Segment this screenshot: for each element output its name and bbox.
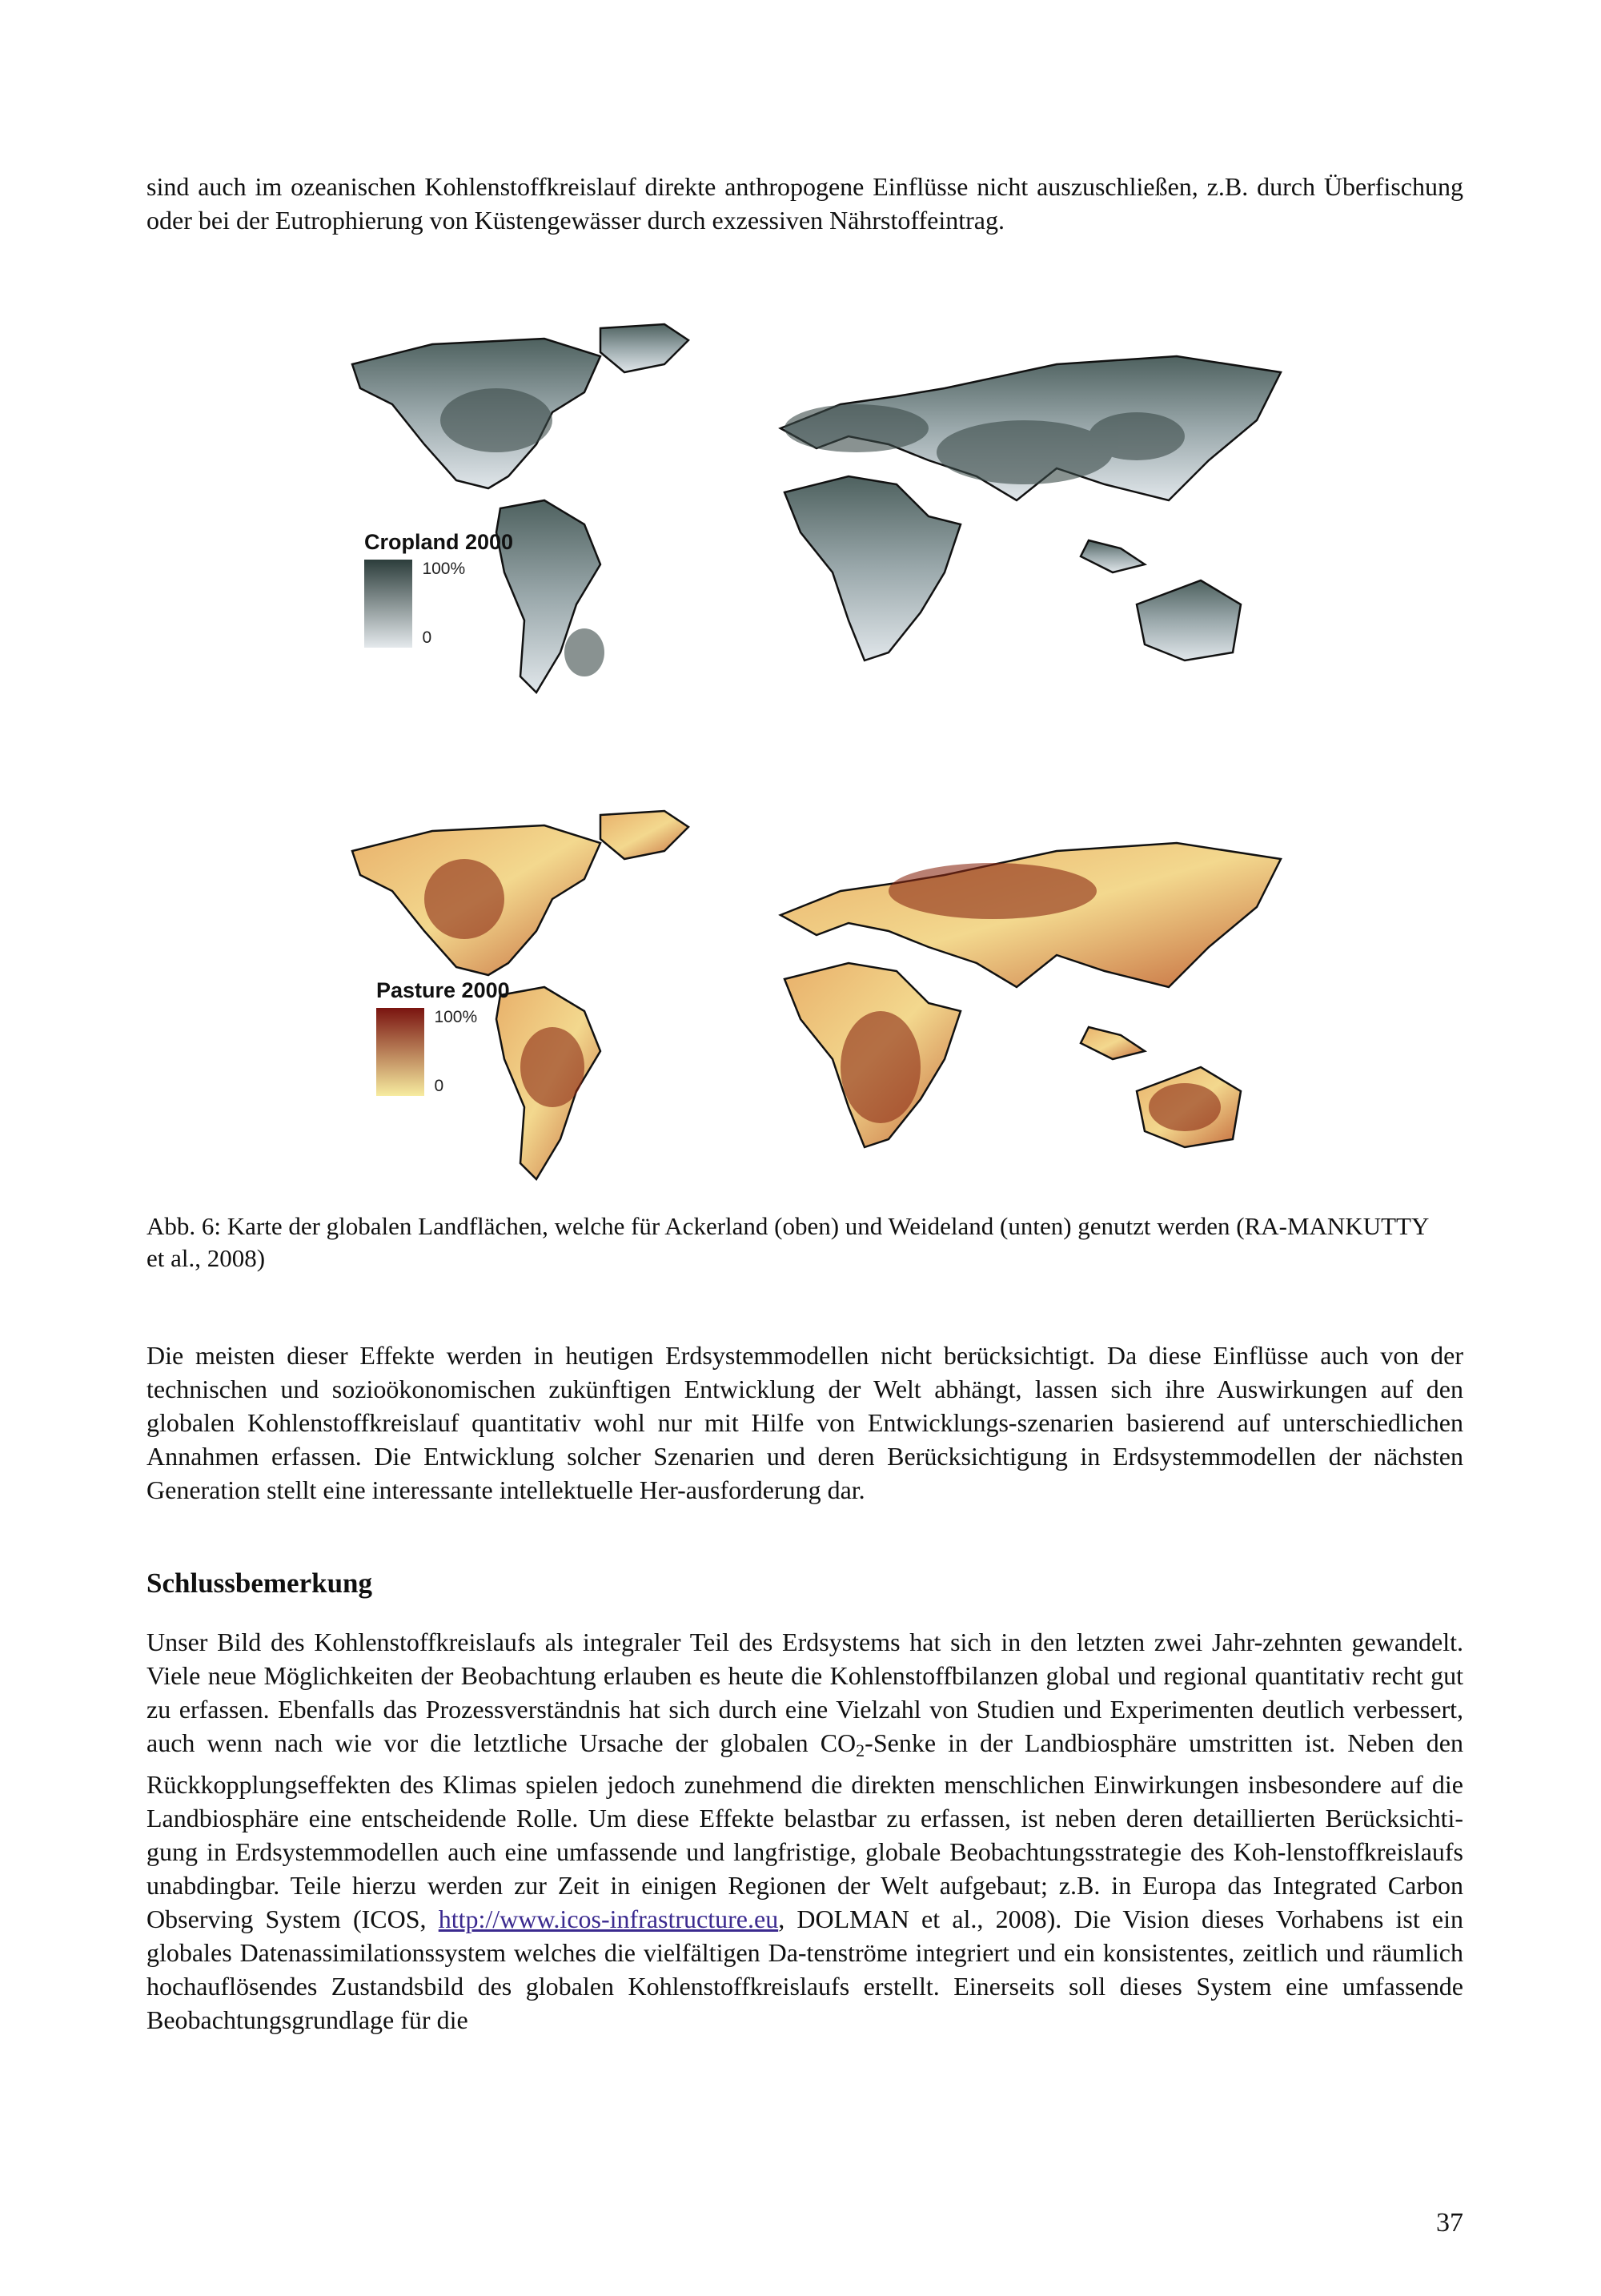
conclusion-text-part-b: -Senke in der Landbiosphäre umstritten ist. Neben den Rückkopplungseffekten des Klimas spielen jedoch zunehmend die direkten menschlichen Einwirkungen insbesondere auf die Landbiosphäre eine entscheidende Rolle. Um diese Effekte belastbar zu erfassen, ist neben deren detaillierten Berücksichti-gung in Erdsystemmodellen auch eine umfassende und langfristige, globale Beobachtungsstrategie des Koh-lenstoffkreislaufs unabdingbar. Teile hierzu werden zur Zeit in einigen Regionen der Welt aufgebaut; z.B. in Europa das Integrated Carbon Observing System (ICOS, <box>146 1728 1464 1933</box>
cropland-scale-ticks <box>415 560 479 648</box>
pasture-scale-ticks <box>427 1008 492 1096</box>
pasture-legend <box>376 978 510 1096</box>
cropland-legend-title: Cropland 2000 <box>364 530 514 554</box>
cropland-legend <box>364 530 513 648</box>
cropland-min-label: 0 <box>422 628 432 647</box>
conclusion-text-part-a: Unser Bild des Kohlenstoffkreislaufs als integraler Teil des Erdsystems hat sich in den letzten zwei Jahr-zehnten gewandelt. Viele neue Möglichkeiten der Beobachtung erlauben es heute die Kohlenstoffbilanzen global und regional quantitativ recht gut zu erfassen. Ebenfalls das Prozessverständnis hat sich durch eine Vielzahl von Studien und Experimenten deutlich verbessert, auch wenn nach wie vor die letztliche Ursache der globalen CO <box>146 1628 1463 1757</box>
pasture-legend-title: Pasture 2000 <box>376 978 510 1002</box>
pasture-max-label: 100% <box>434 1008 478 1026</box>
conclusion-text-part-c: , DOLMAN et al., 2008). Die Vision dieses Vorhabens ist ein globales Datenassimilationssystem welches die vielfältigen Da-tenströme integriert und ein konsistentes, zeitlich und räumlich hochauflösendes Zustandsbild des globalen Kohlenstoffkreislaufs erstellt. Einerseits soll dieses System eine umfassende Beobachtungsgrundlage für die <box>146 1905 1463 2034</box>
intro-paragraph: sind auch im ozeanischen Kohlenstoffkreislauf direkte anthropogene Einflüsse nicht auszuschließen, z.B. durch Überfischung oder bei der Eutrophierung von Küstengewässer durch exzessiven Nährstoffeintrag. <box>146 172 1463 235</box>
pasture-color-scale <box>376 1008 424 1096</box>
paragraph-conclusion <box>146 1625 1463 2037</box>
paragraph-effects: Die meisten dieser Effekte werden in heutigen Erdsystemmodellen nicht berücksichtigt. Da diese Einflüsse auch von der technischen und sozioökonomischen zukünftigen Entwicklung der Welt abhängt, lassen sich ihre Auswirkungen auf den globalen Kohlenstoffkreislauf quantitativ wohl nur mit Hilfe von Entwicklungs-szenarien basierend auf unterschiedlichen Annahmen erfassen. Die Entwicklung solcher Szenarien und deren Berücksichtigung in Erdsystemmodellen der nächsten Generation stellt eine interessante intellektuelle Her-ausforderung dar. <box>146 1341 1463 1504</box>
co2-subscript: 2 <box>856 1740 865 1760</box>
pasture-min-label: 0 <box>434 1077 444 1095</box>
cropland-max-label: 100% <box>422 560 466 578</box>
icos-link[interactable]: http://www.icos-infrastructure.eu <box>438 1905 779 1933</box>
section-heading: Schlussbemerkung <box>146 1567 373 1599</box>
cropland-color-scale <box>364 560 412 648</box>
figure-caption: Abb. 6: Karte der globalen Landflächen, welche für Ackerland (oben) und Weideland (unten) genutzt werden (RA-MANKUTTY et al., 2008) <box>146 1212 1429 1272</box>
page-number: 37 <box>1436 2208 1463 2238</box>
